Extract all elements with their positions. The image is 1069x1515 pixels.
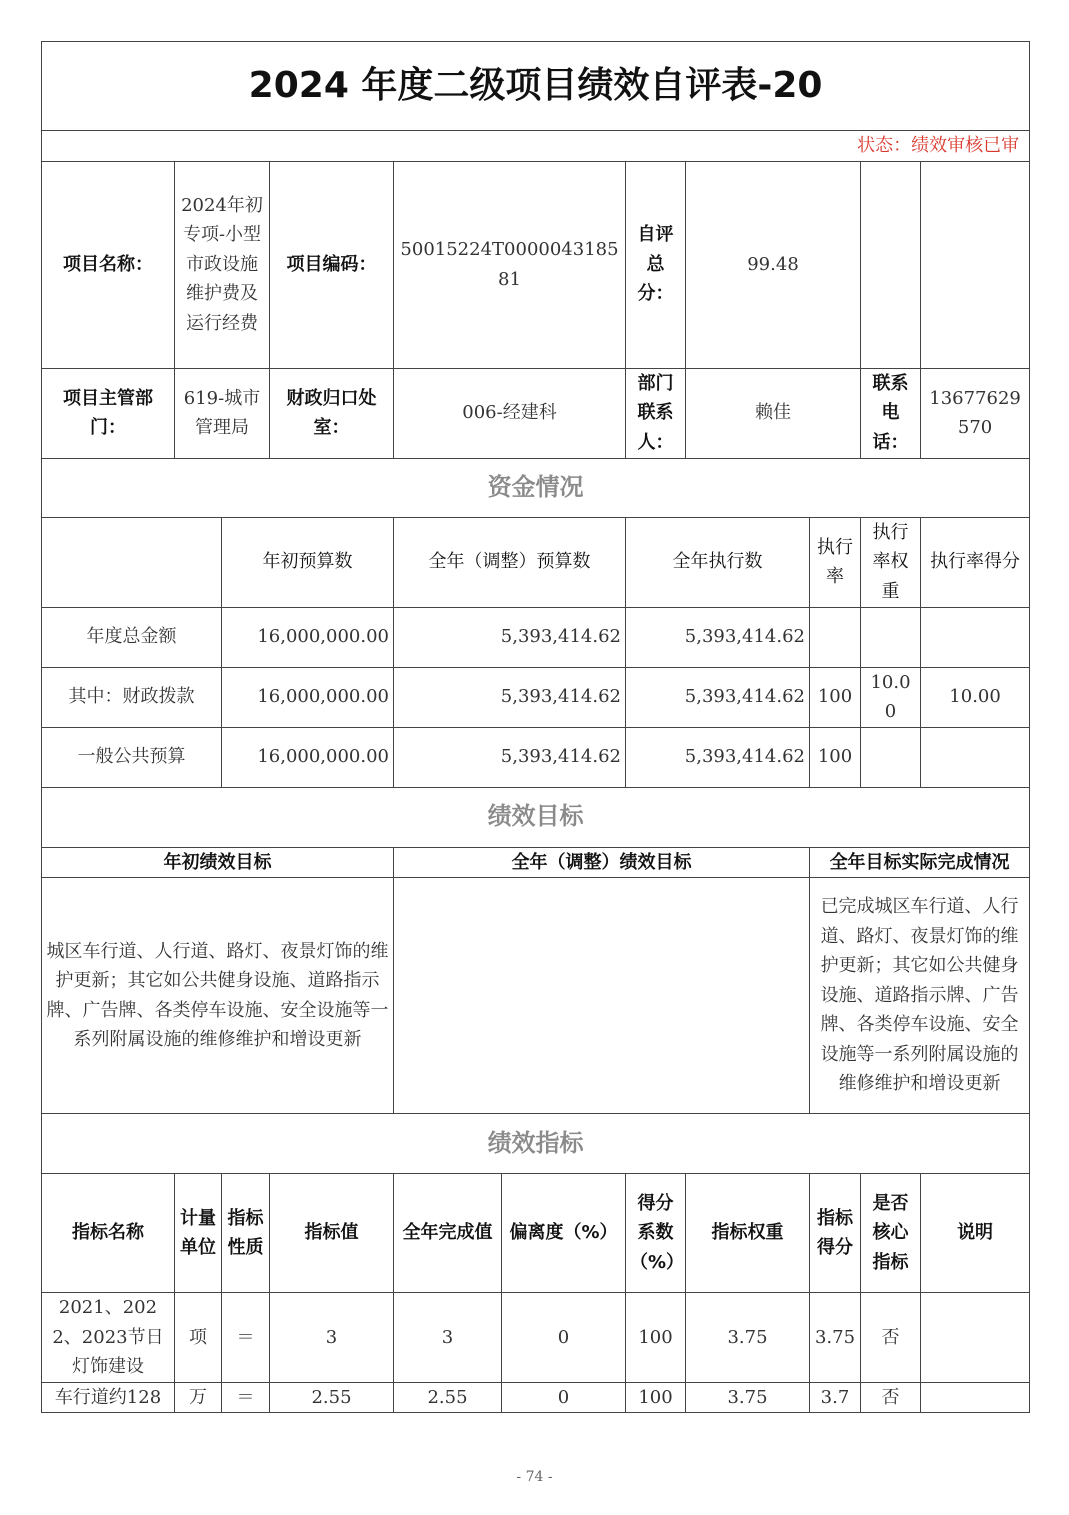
funds-row-adjusted: 5,393,414.62 [394,727,626,787]
goals-header-initial: 年初绩效目标 [42,847,394,878]
funds-row-weight: 10.00 [861,667,921,727]
funds-row-rate: 100 [810,667,861,727]
funds-row-name: 一般公共预算 [42,727,222,787]
funds-row-name: 年度总金额 [42,607,222,667]
finance-label: 财政归口处室： [270,368,394,458]
phone-value: 13677629570 [921,368,1030,458]
ind-row-coef: 100 [626,1382,686,1413]
funds-row-score [921,607,1030,667]
funds-section-title: 资金情况 [42,458,1030,517]
funds-header-adjusted: 全年（调整）预算数 [394,517,626,607]
ind-header-note: 说明 [921,1174,1030,1293]
funds-row-score [921,727,1030,787]
goals-initial-text: 城区车行道、人行道、路灯、夜景灯饰的维护更新；其它如公共健身设施、道路指示牌、广告牌、各类停车设施、安全设施等一系列附属设施的维修维护和增设更新 [42,878,394,1114]
funds-header-blank [42,517,222,607]
ind-row-core: 否 [861,1293,921,1383]
ind-row-nature: ＝ [222,1293,270,1383]
ind-row-nature: ＝ [222,1382,270,1413]
ind-header-weight: 指标权重 [686,1174,810,1293]
ind-row-deviation: 0 [502,1382,626,1413]
ind-row-note [921,1382,1030,1413]
funds-header-score: 执行率得分 [921,517,1030,607]
funds-row-executed: 5,393,414.62 [626,727,810,787]
funds-row-initial: 16,000,000.00 [222,607,394,667]
form-table [41,41,1030,1413]
funds-header-weight: 执行率权重 [861,517,921,607]
ind-header-name: 指标名称 [42,1174,175,1293]
ind-row-core: 否 [861,1382,921,1413]
ind-row-done: 3 [394,1293,502,1383]
funds-header-executed: 全年执行数 [626,517,810,607]
funds-row-adjusted: 5,393,414.62 [394,607,626,667]
form-title: 2024 年度二级项目绩效自评表-20 [42,42,1030,131]
evaluation-form [41,41,1029,1413]
contact-value: 赖佳 [686,368,861,458]
goals-adjusted-text [394,878,810,1114]
dept-label: 项目主管部门： [42,368,175,458]
ind-header-done: 全年完成值 [394,1174,502,1293]
ind-row-done: 2.55 [394,1382,502,1413]
goals-section-title: 绩效目标 [42,787,1030,847]
ind-row-note [921,1293,1030,1383]
ind-row-coef: 100 [626,1293,686,1383]
funds-row-executed: 5,393,414.62 [626,667,810,727]
indicators-section-title: 绩效指标 [42,1114,1030,1174]
ind-row-name: 车行道约128 [42,1382,175,1413]
ind-header-score: 指标得分 [810,1174,861,1293]
ind-header-deviation: 偏离度（%） [502,1174,626,1293]
ind-row-name: 2021、2022、2023节日灯饰建设 [42,1293,175,1383]
status-text: 状态：绩效审核已审 [42,131,1030,162]
dept-value: 619-城市管理局 [175,368,270,458]
funds-row-rate [810,607,861,667]
goals-actual-text: 已完成城区车行道、人行道、路灯、夜景灯饰的维护更新；其它如公共健身设施、道路指示牌、广告牌、各类停车设施、安全设施等一系列附属设施的维修维护和增设更新 [810,878,1030,1114]
ind-row-score: 3.75 [810,1293,861,1383]
ind-header-nature: 指标性质 [222,1174,270,1293]
page-number: - 74 - [516,1469,553,1485]
funds-row-initial: 16,000,000.00 [222,727,394,787]
ind-row-score: 3.7 [810,1382,861,1413]
contact-label: 部门联系人： [626,368,686,458]
project-code: 50015224T000004318581 [394,161,626,368]
funds-row-weight [861,607,921,667]
funds-row-weight [861,727,921,787]
ind-row-unit: 项 [175,1293,222,1383]
project-name-label: 项目名称： [42,161,175,368]
ind-row-unit: 万 [175,1382,222,1413]
ind-row-weight: 3.75 [686,1293,810,1383]
funds-row-initial: 16,000,000.00 [222,667,394,727]
funds-header-initial: 年初预算数 [222,517,394,607]
funds-row-adjusted: 5,393,414.62 [394,667,626,727]
score-value: 99.48 [686,161,861,368]
project-name: 2024年初专项-小型市政设施维护费及运行经费 [175,161,270,368]
ind-header-value: 指标值 [270,1174,394,1293]
finance-value: 006-经建科 [394,368,626,458]
ind-row-weight: 3.75 [686,1382,810,1413]
ind-row-value: 2.55 [270,1382,394,1413]
project-code-label: 项目编码： [270,161,394,368]
funds-row-score: 10.00 [921,667,1030,727]
ind-row-value: 3 [270,1293,394,1383]
ind-row-deviation: 0 [502,1293,626,1383]
funds-row-name: 其中：财政拨款 [42,667,222,727]
ind-header-core: 是否核心指标 [861,1174,921,1293]
phone-label: 联系电话： [861,368,921,458]
funds-row-rate: 100 [810,727,861,787]
ind-header-coef: 得分系数（%） [626,1174,686,1293]
score-label: 自评总分： [626,161,686,368]
funds-header-rate: 执行率 [810,517,861,607]
empty-cell [921,161,1030,368]
ind-header-unit: 计量单位 [175,1174,222,1293]
goals-header-adjusted: 全年（调整）绩效目标 [394,847,810,878]
empty-cell [861,161,921,368]
goals-header-actual: 全年目标实际完成情况 [810,847,1030,878]
funds-row-executed: 5,393,414.62 [626,607,810,667]
